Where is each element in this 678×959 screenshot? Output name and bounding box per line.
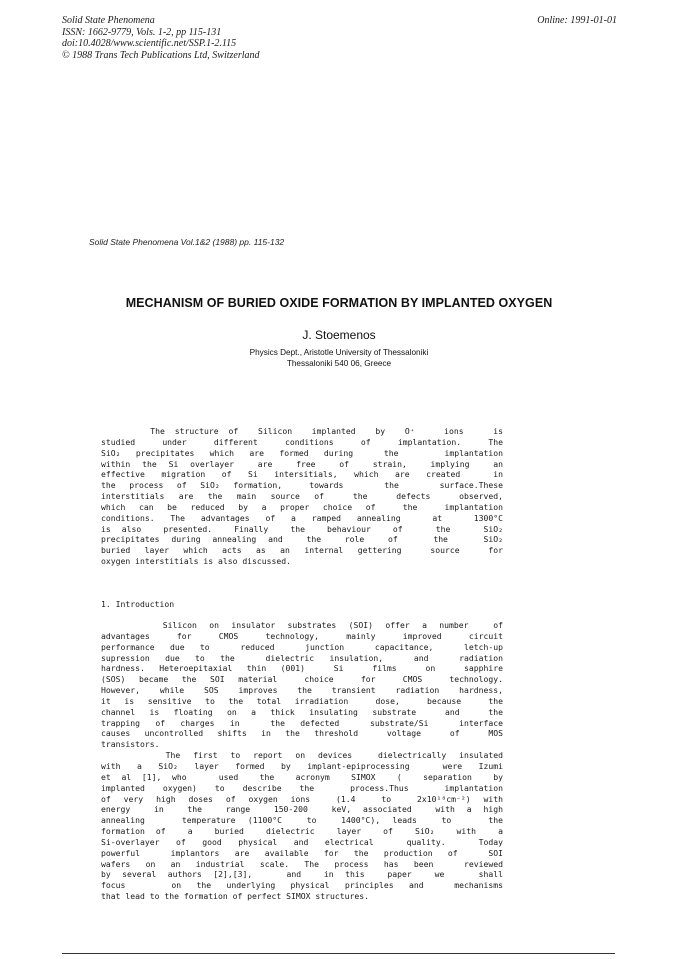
text-line: precipitates during annealing and the role of the SiO₂ (101, 534, 503, 545)
text-line: trapping of charges in the defected substrate/Si interface (101, 717, 503, 728)
footer-rule (62, 953, 615, 954)
text-line: oxygen interstitials is also discussed. (101, 556, 292, 567)
text-line: by several authors [2],[3], and in this paper we shall (101, 869, 503, 880)
header-journal: Solid State Phenomena (62, 15, 155, 26)
text-line: Si-overlayer of good physical and electrical quality. Today (101, 836, 503, 847)
abstract (101, 426, 503, 567)
text-line: the process of SiO₂ formation, towards the surface.These (101, 480, 503, 491)
text-line: of very high doses of oxygen ions (1.4 to 2x10¹⁸cm⁻²) with (101, 793, 503, 804)
header-copyright: © 1988 Trans Tech Publications Ltd, Switzerland (62, 49, 260, 61)
header-online-date: Online: 1991-01-01 (537, 15, 617, 26)
text-line: et al [1], who used the acronym SIMOX ( separation by (101, 771, 503, 782)
paper-title: MECHANISM OF BURIED OXIDE FORMATION BY IMPLANTED OXYGEN (125, 296, 553, 310)
text-line: transistors. (101, 739, 160, 750)
affiliation-line-2: Thessaloniki 540 06, Greece (286, 359, 392, 368)
text-line: energy in the range 150-200 keV, associated with a high (101, 804, 503, 815)
header-doi[interactable]: doi:10.4028/www.scientific.net/SSP.1-2.115 (62, 38, 237, 49)
text-line: formation of a buried dielectric layer of SiO₂ with a (101, 826, 503, 837)
header-issn: ISSN: 1662-9779, Vols. 1-2, pp 115-131 (62, 26, 222, 38)
publication-header (62, 15, 260, 61)
text-line: interstitials are the main source of the defects observed, (101, 491, 503, 502)
text-line: within the Si overlayer are free of strain, implying an (101, 458, 503, 469)
text-line: However, while SOS improves the transient radiation hardness, (101, 685, 503, 696)
section-heading-introduction: 1. Introduction (101, 599, 175, 609)
text-line: focus on the underlying physical principles and mechanisms (101, 880, 503, 891)
text-line: conditions. The advantages of a ramped annealing at 1300°C (101, 512, 503, 523)
text-line: channel is floating on a thick insulating substrate and the (101, 706, 503, 717)
text-line: advantages for CMOS technology, mainly improved circuit (101, 630, 503, 641)
text-line: buried layer which acts as an internal gettering source for (101, 545, 503, 556)
text-line: hardness. Heteroepitaxial thin (001) Si films on sapphire (101, 663, 503, 674)
text-line: wafers on an industrial scale. The process has been reviewed (101, 858, 503, 869)
author-name: J. Stoemenos (302, 328, 376, 342)
affiliation-line-1: Physics Dept., Aristotle University of Thessaloniki (249, 348, 429, 357)
text-line: implanted oxygen) to describe the process.Thus implantation (101, 782, 503, 793)
text-line: performance due to reduced junction capacitance, letch-up (101, 641, 503, 652)
author-affiliation (0, 347, 678, 369)
text-line: The structure of Silicon implanted by O⁺ ions is (101, 426, 503, 436)
text-line: effective migration of Si intersitials, which are created in (101, 469, 503, 480)
text-line: causes uncontrolled shifts in the threshold voltage of MOS (101, 728, 503, 739)
text-line: it is sensitive to the total irradiation dose, because the (101, 695, 503, 706)
text-line: studied under different conditions of implantation. The (101, 436, 503, 447)
text-line: The first to report on devices dielectrically insulated (101, 750, 503, 761)
text-line: is also presented. Finally the behaviour of the SiO₂ (101, 523, 503, 534)
text-line: (SOS) became the SOI material choice for CMOS technology. (101, 674, 503, 685)
text-line: powerful implantors are available for the production of SOI (101, 847, 503, 858)
text-line: that lead to the formation of perfect SIMOX structures. (101, 891, 370, 902)
journal-citation: Solid State Phenomena Vol.1&2 (1988) pp. 115-132 (89, 237, 285, 247)
text-line: which can be reduced by a proper choice of the implantation (101, 501, 503, 512)
text-line: annealing temperature (1100°C to 1400°C), leads to the (101, 815, 503, 826)
introduction-body (101, 620, 503, 902)
text-line: Silicon on insulator substrates (SOI) offer a number of (101, 620, 503, 630)
text-line: with a SiO₂ layer formed by implant-epiprocessing were Izumi (101, 760, 503, 771)
text-line: supression due to the dielectric insulation, and radiation (101, 652, 503, 663)
text-line: SiO₂ precipitates which are formed during the implantation (101, 447, 503, 458)
